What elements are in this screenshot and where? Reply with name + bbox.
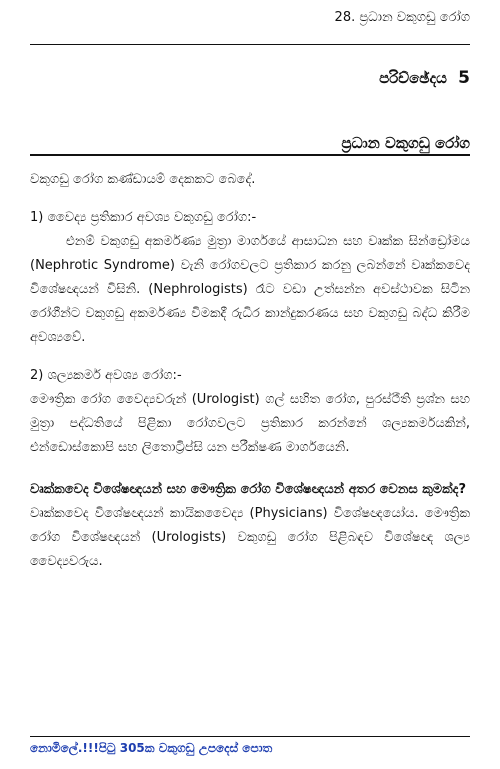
item2-heading: 2) ශල්‍යකර්ම අවශ්‍ය රෝග:-: [30, 368, 182, 383]
answer-paragraph: වෘක්කවෙද විශේෂඥයන් කායිකවෛද්‍ය (Physicians) විශේෂඥයෝය. මෞත්‍රික රෝග විශේෂඥයන් (Urologists) වකුගඩු රෝග පිළිබඳව විශේෂඥ ශල්‍ය වෛද්‍යවරුය.: [30, 506, 470, 569]
chapter-heading: [379, 68, 470, 88]
item2-paragraph: මෞත්‍රික රෝග වෛද්‍යවරුන් (Urologist) ගල් සහිත රෝග, පුරස්ථීති ප්‍රශ්න සහ මුත්‍රා පද්ධතියේ පිළිකා රෝගවලට ප්‍රතිකාර කරන්නේ ශල්‍යකර්මයකින්, එන්ඩොස්කොපි සහ ලිතොට්‍රිප්සි යන පරීක්ෂණ මාර්ගයෙනි.: [30, 392, 470, 455]
item1-paragraph: එනම් වකුගඩු අකර්මණ්‍ය මුත්‍රා මාර්ගයේ ආසාධන සහ වෘක්ක සින්ඩ්‍රෝමය (Nephrotic Syndrome) වැනි රෝගවලට ප්‍රතිකාර කරනු ලබන්නේ වෘක්කවෙද විශේෂඥයන් විසිනි. (Nephrologists) රෑට වඩා උත්සන්න අවස්ථාවක සිටින රෝගීන්ට වකුගඩු අකර්මණ්‍ය විමකදී රුධිර කාන්දුකරණය සහ වකුගඩු බද්ධ කිරීම අවශ්‍යවේ.: [30, 234, 470, 345]
intro-paragraph: වකුගඩු රෝග කණ්ඩායම් දෙකකට බෙදේ.: [30, 172, 256, 187]
footer-text: නොමිලේ.!!!පිටු 305ක වකුගඩු උපදෙස් පොත: [30, 741, 273, 755]
footer-divider: [30, 736, 470, 737]
section-divider: [30, 154, 470, 156]
section-title: ප්‍රධාන වකුගඩු රෝග: [341, 134, 470, 152]
running-header: 28. ප්‍රධාන වකුගඩු රෝග: [334, 10, 470, 25]
page-body: [30, 168, 470, 574]
item1-heading: 1) වෛද්‍ය ප්‍රතිකාර අවශ්‍ය වකුගඩු රෝග:-: [30, 210, 257, 225]
question-heading: වෘක්කවෙද විශේෂඥයන් සහ මෞත්‍රික රෝග විශේෂඥයන් අතර වෙනස කුමක්ද?: [30, 482, 466, 497]
chapter-number: 5: [458, 68, 470, 88]
chapter-label: පරිච්ඡේදය: [379, 69, 447, 87]
header-divider: [30, 44, 470, 45]
